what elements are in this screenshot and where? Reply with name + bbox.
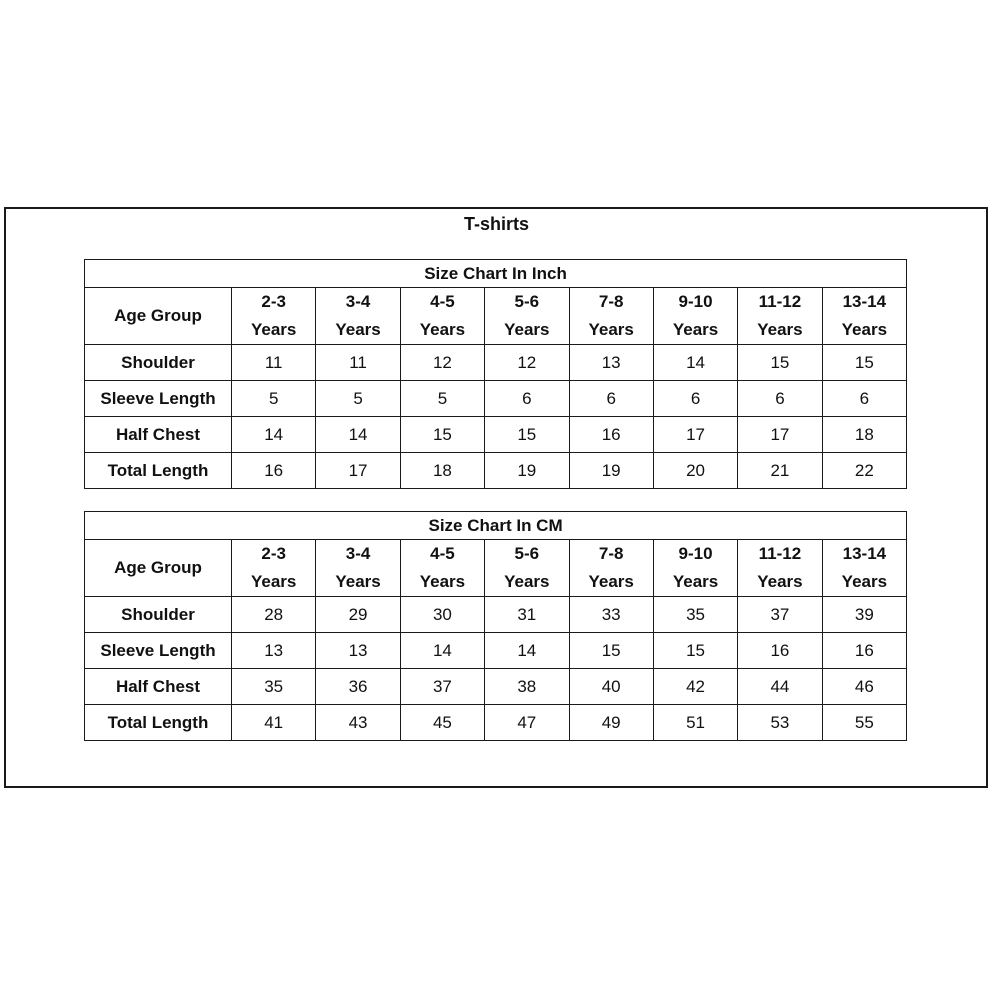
age-range: 11-12 — [758, 544, 802, 563]
age-range: 13-14 — [842, 292, 887, 311]
measurement-value: 16 — [738, 633, 822, 669]
size-chart-cm-table — [84, 511, 907, 741]
age-range: 5-6 — [514, 292, 540, 311]
age-unit: Years — [250, 320, 297, 339]
age-group-cell — [738, 540, 822, 597]
age-unit: Years — [672, 320, 719, 339]
measurement-value: 20 — [653, 453, 737, 489]
age-unit: Years — [841, 572, 888, 591]
table-row — [85, 453, 907, 489]
age-group-cell — [400, 540, 484, 597]
age-unit: Years — [504, 572, 550, 591]
measurement-value: 16 — [569, 417, 653, 453]
table-row — [85, 633, 907, 669]
measurement-value: 28 — [232, 597, 316, 633]
measurement-value: 17 — [316, 453, 400, 489]
measurement-value: 16 — [232, 453, 316, 489]
age-unit: Years — [419, 572, 466, 591]
age-unit: Years — [335, 572, 381, 591]
measurement-value: 6 — [485, 381, 569, 417]
age-group-cell — [569, 288, 653, 345]
measurement-label: Total Length — [85, 705, 232, 741]
measurement-value: 15 — [822, 345, 906, 381]
measurement-value: 37 — [400, 669, 484, 705]
age-group-cell — [400, 288, 484, 345]
measurement-label: Sleeve Length — [85, 381, 232, 417]
age-group-cell — [316, 288, 400, 345]
measurement-value: 12 — [485, 345, 569, 381]
age-range: 9-10 — [678, 292, 713, 311]
measurement-label: Total Length — [85, 453, 232, 489]
measurement-value: 16 — [822, 633, 907, 669]
age-group-cell — [653, 288, 737, 345]
measurement-value: 36 — [316, 669, 400, 705]
measurement-value: 29 — [316, 597, 400, 633]
age-range: 5-6 — [514, 544, 540, 563]
size-chart-inch-table — [84, 259, 907, 489]
age-group-cell — [822, 288, 906, 345]
table-row — [85, 381, 907, 417]
measurement-value: 5 — [400, 381, 484, 417]
age-unit: Years — [757, 572, 803, 591]
age-range: 13-14 — [842, 544, 887, 563]
age-unit: Years — [588, 320, 634, 339]
age-unit: Years — [250, 572, 297, 591]
measurement-value: 45 — [400, 705, 484, 741]
measurement-value: 53 — [738, 705, 822, 741]
age-range: 9-10 — [678, 544, 713, 563]
table-row — [85, 345, 907, 381]
measurement-value: 55 — [822, 705, 907, 741]
measurement-value: 17 — [738, 417, 822, 453]
measurement-value: 46 — [822, 669, 907, 705]
age-range: 2-3 — [261, 544, 286, 563]
measurement-label: Shoulder — [85, 345, 232, 381]
measurement-value: 6 — [822, 381, 906, 417]
age-group-cell — [569, 540, 653, 597]
measurement-value: 43 — [316, 705, 400, 741]
measurement-value: 35 — [653, 597, 737, 633]
age-range: 4-5 — [430, 292, 455, 311]
age-unit: Years — [757, 320, 803, 339]
measurement-value: 6 — [569, 381, 653, 417]
measurement-value: 15 — [400, 417, 484, 453]
measurement-value: 6 — [653, 381, 737, 417]
age-unit: Years — [335, 320, 381, 339]
measurement-label: Half Chest — [85, 417, 232, 453]
measurement-value: 15 — [569, 633, 653, 669]
measurement-value: 14 — [316, 417, 400, 453]
age-group-cell — [232, 288, 316, 345]
table-caption-row — [85, 260, 907, 288]
table-caption: Size Chart In Inch — [85, 260, 907, 288]
age-unit: Years — [419, 320, 466, 339]
measurement-value: 14 — [653, 345, 737, 381]
table-caption-row — [85, 512, 907, 540]
age-group-cell — [232, 540, 316, 597]
measurement-value: 17 — [653, 417, 737, 453]
age-group-cell — [822, 540, 907, 597]
measurement-value: 19 — [569, 453, 653, 489]
measurement-value: 33 — [569, 597, 653, 633]
measurement-value: 14 — [400, 633, 484, 669]
age-unit: Years — [504, 320, 550, 339]
measurement-value: 42 — [653, 669, 737, 705]
age-unit: Years — [588, 572, 634, 591]
age-group-cell — [316, 540, 400, 597]
measurement-value: 49 — [569, 705, 653, 741]
age-group-cell — [485, 288, 569, 345]
age-group-cell — [738, 288, 822, 345]
age-group-cell — [653, 540, 737, 597]
age-group-header-row — [85, 540, 907, 597]
table-row — [85, 597, 907, 633]
age-unit: Years — [841, 320, 888, 339]
age-range: 11-12 — [758, 292, 802, 311]
measurement-value: 37 — [738, 597, 822, 633]
measurement-value: 18 — [400, 453, 484, 489]
measurement-value: 13 — [316, 633, 400, 669]
measurement-value: 5 — [232, 381, 316, 417]
measurement-value: 13 — [569, 345, 653, 381]
measurement-label: Half Chest — [85, 669, 232, 705]
measurement-value: 41 — [232, 705, 316, 741]
measurement-value: 18 — [822, 417, 906, 453]
table-row — [85, 669, 907, 705]
age-group-cell — [485, 540, 569, 597]
measurement-value: 40 — [569, 669, 653, 705]
measurement-label: Shoulder — [85, 597, 232, 633]
age-range: 4-5 — [430, 544, 455, 563]
measurement-label: Sleeve Length — [85, 633, 232, 669]
measurement-value: 13 — [232, 633, 316, 669]
measurement-value: 30 — [400, 597, 484, 633]
document-title: T-shirts — [463, 214, 529, 234]
measurement-value: 15 — [653, 633, 737, 669]
measurement-value: 5 — [316, 381, 400, 417]
age-range: 3-4 — [345, 292, 371, 311]
age-unit: Years — [672, 572, 719, 591]
table-row — [85, 417, 907, 453]
age-range: 2-3 — [261, 292, 286, 311]
measurement-value: 12 — [400, 345, 484, 381]
age-group-label: Age Group — [85, 540, 232, 597]
measurement-value: 19 — [485, 453, 569, 489]
measurement-value: 22 — [822, 453, 906, 489]
measurement-value: 31 — [485, 597, 569, 633]
measurement-value: 21 — [738, 453, 822, 489]
measurement-value: 38 — [485, 669, 569, 705]
table-caption: Size Chart In CM — [85, 512, 907, 540]
age-range: 7-8 — [598, 292, 624, 311]
age-range: 3-4 — [345, 544, 371, 563]
measurement-value: 6 — [738, 381, 822, 417]
measurement-value: 44 — [738, 669, 822, 705]
measurement-value: 47 — [485, 705, 569, 741]
age-range: 7-8 — [598, 544, 624, 563]
measurement-value: 11 — [316, 345, 400, 381]
measurement-value: 15 — [485, 417, 569, 453]
measurement-value: 11 — [232, 345, 316, 381]
measurement-value: 39 — [822, 597, 907, 633]
age-group-header-row — [85, 288, 907, 345]
measurement-value: 14 — [485, 633, 569, 669]
age-group-label: Age Group — [85, 288, 232, 345]
measurement-value: 51 — [653, 705, 737, 741]
measurement-value: 35 — [232, 669, 316, 705]
measurement-value: 15 — [738, 345, 822, 381]
measurement-value: 14 — [232, 417, 316, 453]
table-row — [85, 705, 907, 741]
